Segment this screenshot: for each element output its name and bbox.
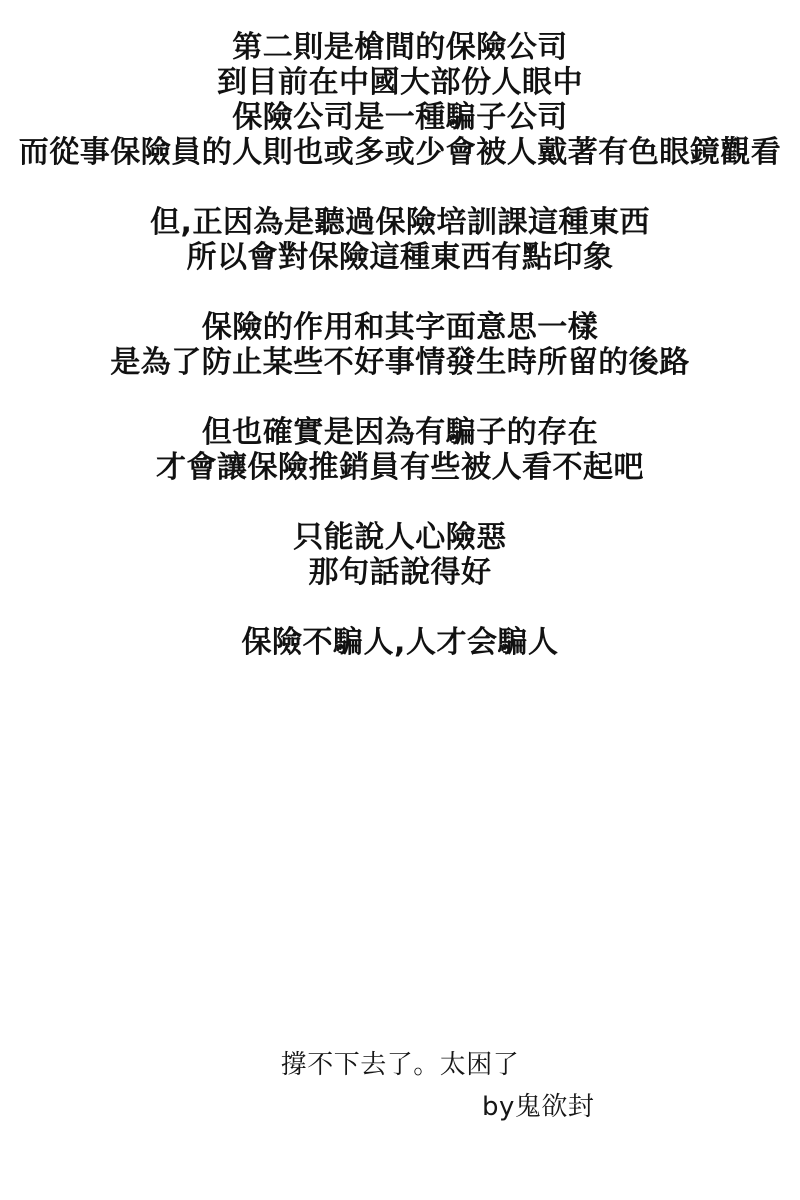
text-line: 保險不騙人,人才会騙人 bbox=[241, 625, 559, 660]
text-line: 保險的作用和其字面意思一樣 bbox=[201, 310, 599, 345]
text-line: 到目前在中國大部份人眼中 bbox=[217, 65, 583, 100]
text-line: 那句話說得好 bbox=[308, 555, 492, 590]
paragraph-6 bbox=[0, 625, 800, 660]
paragraph-4 bbox=[0, 415, 800, 485]
text-line: 才會讓保險推銷員有些被人看不起吧 bbox=[156, 450, 644, 485]
text-line: 第二則是槍間的保險公司 bbox=[232, 30, 568, 65]
paragraph-5 bbox=[0, 520, 800, 590]
text-line: 是為了防止某些不好事情發生時所留的後路 bbox=[110, 345, 690, 380]
text-line: 保險公司是一種騙子公司 bbox=[232, 100, 568, 135]
author-signature: by鬼欲封 bbox=[482, 1092, 595, 1122]
text-line: 但也確實是因為有騙子的存在 bbox=[201, 415, 599, 450]
afterword-text bbox=[0, 30, 800, 660]
text-line: 而從事保險員的人則也或多或少會被人戴著有色眼鏡觀看 bbox=[18, 135, 782, 170]
text-line: 只能說人心險惡 bbox=[293, 520, 507, 555]
text-line: 但,正因為是聽過保險培訓課這種東西 bbox=[150, 205, 650, 240]
paragraph-2 bbox=[0, 205, 800, 275]
paragraph-3 bbox=[0, 310, 800, 380]
paragraph-1 bbox=[0, 30, 800, 170]
text-line: 所以會對保險這種東西有點印象 bbox=[186, 240, 614, 275]
author-note: 撐不下去了。太困了 bbox=[280, 1050, 520, 1080]
